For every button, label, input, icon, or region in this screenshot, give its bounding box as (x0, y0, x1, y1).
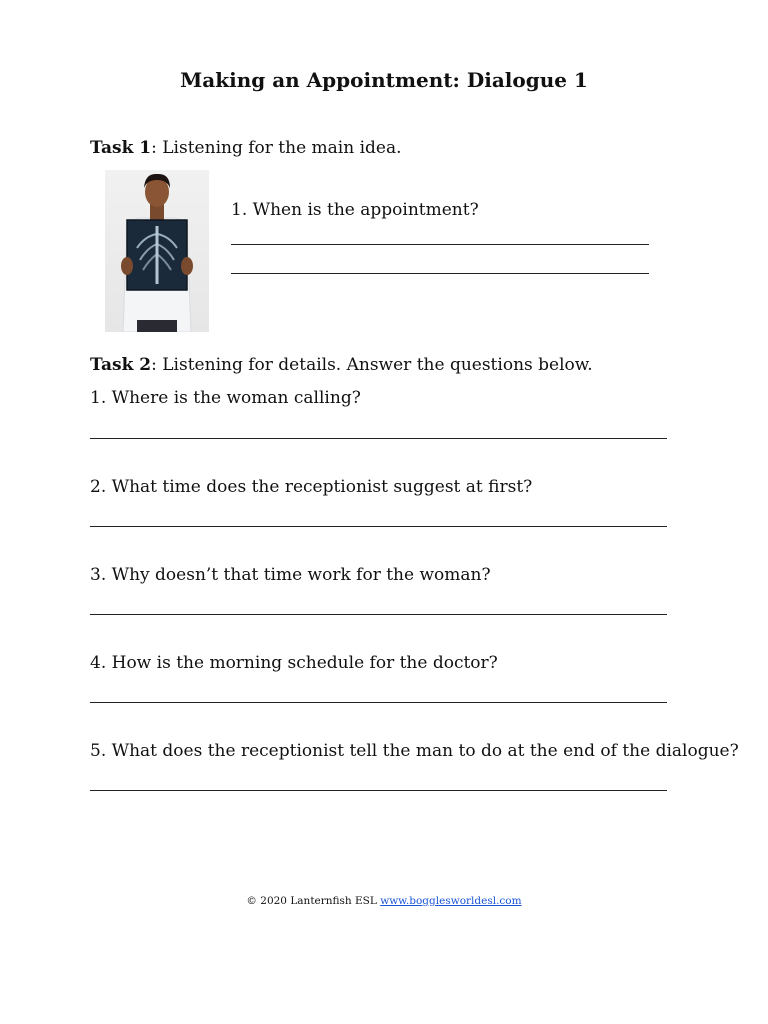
task1-heading (90, 138, 402, 158)
task2-question-5: 5. What does the receptionist tell the man to do at the end of the dialogue? (90, 741, 739, 761)
task1-question: 1. When is the appointment? (231, 200, 479, 220)
page-title: Making an Appointment: Dialogue 1 (180, 68, 588, 92)
task2-question-1: 1. Where is the woman calling? (90, 388, 361, 408)
task2-text: : Listening for details. Answer the questions below. (151, 355, 593, 375)
footer-copyright: © 2020 Lanternfish ESL (246, 895, 377, 907)
task2-question-2: 2. What time does the receptionist suggest at first? (90, 477, 533, 497)
task2-answer-line-5[interactable] (90, 790, 667, 791)
doctor-photo (105, 170, 209, 332)
task2-answer-line-4[interactable] (90, 702, 667, 703)
task2-answer-line-3[interactable] (90, 614, 667, 615)
task2-heading (90, 355, 593, 375)
task2-answer-line-1[interactable] (90, 438, 667, 439)
task2-answer-line-2[interactable] (90, 526, 667, 527)
task1-label: Task 1 (90, 138, 152, 158)
footer-link[interactable]: www.bogglesworldesl.com (380, 895, 522, 907)
task1-text: : Listening for the main idea. (151, 138, 402, 158)
task1-answer-line-2[interactable] (231, 273, 649, 274)
task1-answer-line-1[interactable] (231, 244, 649, 245)
task2-question-3: 3. Why doesn’t that time work for the woman? (90, 565, 491, 585)
doctor-xray-illustration (105, 170, 209, 332)
task2-label: Task 2 (90, 355, 152, 375)
task2-question-4: 4. How is the morning schedule for the doctor? (90, 653, 498, 673)
footer (0, 895, 768, 907)
